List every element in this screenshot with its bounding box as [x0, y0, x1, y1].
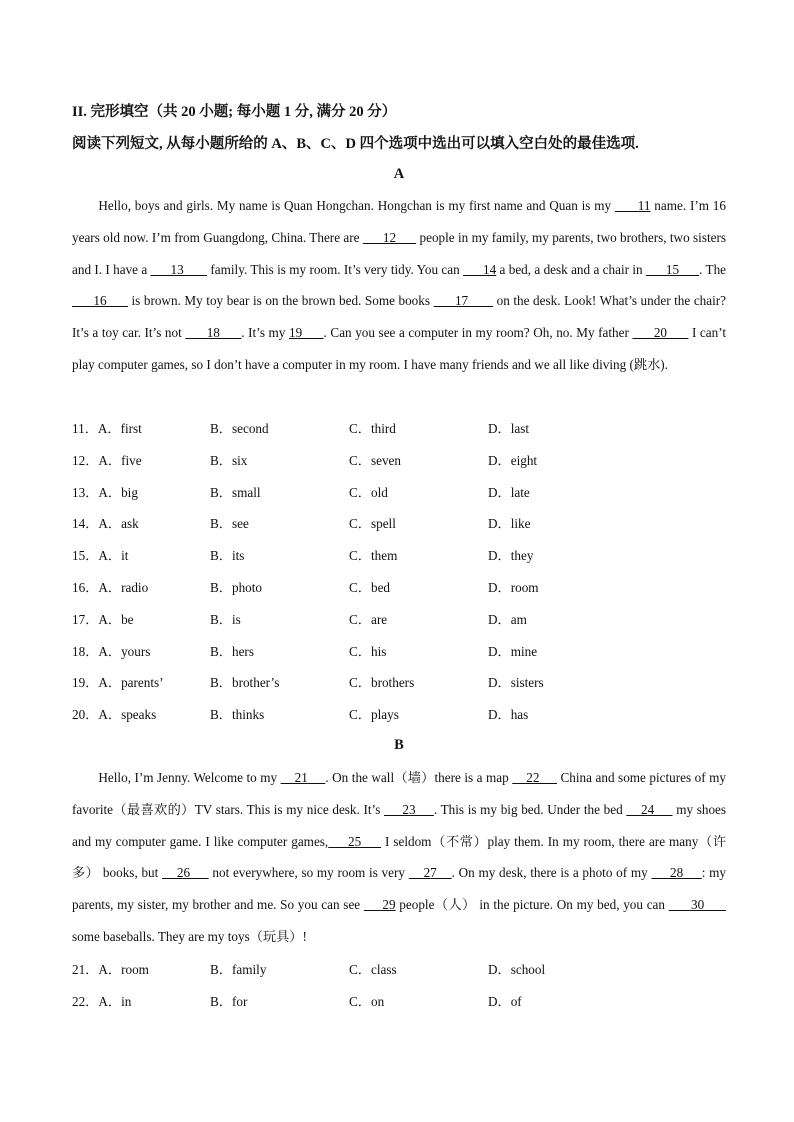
question-row — [72, 413, 726, 445]
answer-blank: 14 — [463, 261, 497, 277]
question-row — [72, 699, 726, 731]
option-b[interactable]: B．thinks — [210, 707, 265, 723]
answer-blank: 16 — [72, 293, 128, 309]
answer-blank: 19 — [288, 325, 324, 341]
passage-text: on the desk. Look! What’s under the chair? It’s a toy car. It’s not — [72, 293, 727, 341]
passage-a — [72, 190, 726, 381]
questions-a — [72, 413, 726, 731]
option-a[interactable]: 15．A．it — [72, 548, 129, 564]
question-row — [72, 508, 726, 540]
option-c[interactable]: C．third — [349, 421, 396, 436]
option-a[interactable]: 20．A．speaks — [72, 707, 157, 723]
answer-blank: 13 — [150, 261, 208, 277]
passage-text: I seldom（不常）play them. In my room, there are many（许多） books, but — [72, 833, 727, 881]
option-c[interactable]: C．are — [349, 611, 388, 627]
option-a[interactable]: 12．A．five — [72, 452, 142, 468]
passage-text: a bed, a desk and a chair in — [496, 261, 646, 277]
option-d[interactable]: D．mine — [488, 643, 538, 659]
question-row — [72, 986, 726, 1018]
option-b[interactable]: B．six — [210, 452, 248, 468]
option-b[interactable]: B．see — [210, 516, 249, 532]
option-a[interactable]: 14．A．ask — [72, 516, 139, 532]
answer-blank: 17 — [433, 293, 494, 309]
passage-text: . On my desk, there is a photo of my — [451, 865, 652, 881]
option-c[interactable]: C．his — [349, 643, 387, 659]
passage-text: not everywhere, so my room is very — [208, 865, 409, 881]
option-b[interactable]: B．for — [210, 993, 248, 1009]
passage-text: China and some pictures of my favorite（最喜欢的）TV stars. This is my nice desk. It’s — [72, 770, 726, 817]
option-d[interactable]: D．am — [488, 611, 527, 627]
passage-text: : my parents, my sister, my brother and me. So you can see — [72, 865, 727, 913]
question-row — [72, 445, 726, 477]
answer-blank: 28 — [651, 865, 702, 881]
answer-blank: 20 — [632, 325, 689, 341]
passage-text: . It’s my — [241, 325, 289, 341]
option-c[interactable]: C．seven — [349, 452, 402, 468]
question-row — [72, 540, 726, 572]
option-d[interactable]: D．late — [488, 484, 530, 500]
option-b[interactable]: B．its — [210, 548, 245, 564]
option-b[interactable]: B．photo — [210, 579, 263, 595]
option-d[interactable]: D．sisters — [488, 675, 544, 691]
passage-text: Hello, boys and girls. My name is Quan Hongchan. Hongchan is my first name and Quan is my — [98, 198, 615, 213]
passage-text: family. This is my room. It’s very tidy. You can — [207, 261, 464, 277]
option-c[interactable]: C．old — [349, 484, 388, 500]
option-a[interactable]: 19．A．parents’ — [72, 675, 164, 691]
option-c[interactable]: C．on — [349, 993, 385, 1009]
answer-blank: 27 — [408, 865, 452, 881]
passage-text: . On the wall（墙）there is a map — [325, 770, 513, 785]
option-a[interactable]: 21．A．room — [72, 962, 149, 977]
option-b[interactable]: B．brother’s — [210, 675, 280, 691]
question-row — [72, 636, 726, 668]
passage-text: is brown. My toy bear is on the brown bed. Some books — [127, 293, 434, 309]
option-c[interactable]: C．plays — [349, 707, 399, 723]
option-c[interactable]: C．spell — [349, 516, 396, 532]
passage-text: . Can you see a computer in my room? Oh, no. My father — [323, 325, 633, 341]
instruction: 阅读下列短文, 从每小题所给的 A、B、C、D 四个选项中选出可以填入空白处的最佳选项. — [72, 136, 639, 152]
option-d[interactable]: D．school — [488, 962, 546, 977]
option-d[interactable]: D．has — [488, 707, 529, 723]
answer-blank: 25 — [328, 833, 382, 849]
option-a[interactable]: 11．A．first — [72, 421, 142, 436]
question-row — [72, 667, 726, 699]
answer-blank: 29 — [363, 897, 396, 913]
answer-blank: 15 — [645, 261, 700, 277]
passage-a-label: A — [393, 166, 405, 182]
passage-text: Hello, I’m Jenny. Welcome to my — [98, 770, 281, 785]
option-c[interactable]: C．brothers — [349, 675, 415, 691]
option-b[interactable]: B．family — [210, 962, 267, 977]
passage-text: . The — [699, 261, 727, 277]
option-b[interactable]: B．small — [210, 484, 261, 500]
option-d[interactable]: D．of — [488, 993, 522, 1009]
question-row — [72, 477, 726, 509]
answer-blank: 23 — [384, 801, 434, 817]
answer-blank: 30 — [668, 897, 726, 913]
passage-text: people in my family, my parents, two brothers, two sisters and I. I have a — [72, 229, 726, 277]
passage-text: my shoes and my computer game. I like computer games, — [72, 801, 727, 849]
passage-b-label: B — [394, 737, 404, 753]
passage-text: name. I’m 16 years old now. I’m from Guangdong, China. There are — [72, 198, 726, 245]
passage-text: people（人） in the picture. On my bed, you can — [395, 897, 669, 913]
passage-text: . This is my big bed. Under the bed — [433, 801, 627, 817]
question-row — [72, 572, 726, 604]
option-b[interactable]: B．is — [210, 611, 241, 627]
passage-text: some baseballs. They are my toys（玩具）! — [72, 928, 307, 944]
passage-text: I can’t play computer games, so I don’t have a computer in my room. I have many friends and we all like diving (跳水). — [72, 325, 727, 372]
question-row — [72, 604, 726, 636]
option-a[interactable]: 22．A．in — [72, 993, 132, 1009]
option-a[interactable]: 17．A．be — [72, 611, 134, 627]
option-c[interactable]: C．bed — [349, 579, 391, 595]
option-a[interactable]: 13．A．big — [72, 484, 138, 500]
passage-b — [72, 762, 726, 953]
option-a[interactable]: 18．A．yours — [72, 643, 151, 659]
option-d[interactable]: D．last — [488, 421, 530, 436]
option-c[interactable]: C．them — [349, 548, 398, 564]
questions-b — [72, 954, 726, 1018]
option-b[interactable]: B．second — [210, 421, 269, 436]
option-d[interactable]: D．room — [488, 579, 539, 595]
answer-blank: 12 — [362, 229, 417, 245]
answer-blank: 11 — [614, 198, 651, 213]
answer-blank: 18 — [185, 325, 242, 341]
answer-blank: 24 — [626, 801, 673, 817]
option-d[interactable]: D．like — [488, 516, 531, 532]
option-b[interactable]: B．hers — [210, 643, 254, 659]
option-d[interactable]: D．eight — [488, 452, 538, 468]
option-d[interactable]: D．they — [488, 548, 534, 564]
option-c[interactable]: C．class — [349, 962, 397, 977]
answer-blank: 21 — [280, 770, 326, 785]
answer-blank: 22 — [512, 770, 557, 785]
answer-blank: 26 — [162, 865, 209, 881]
section-title: II. 完形填空（共 20 小题; 每小题 1 分, 满分 20 分） — [72, 104, 397, 120]
question-row — [72, 954, 726, 986]
option-a[interactable]: 16．A．radio — [72, 579, 149, 595]
